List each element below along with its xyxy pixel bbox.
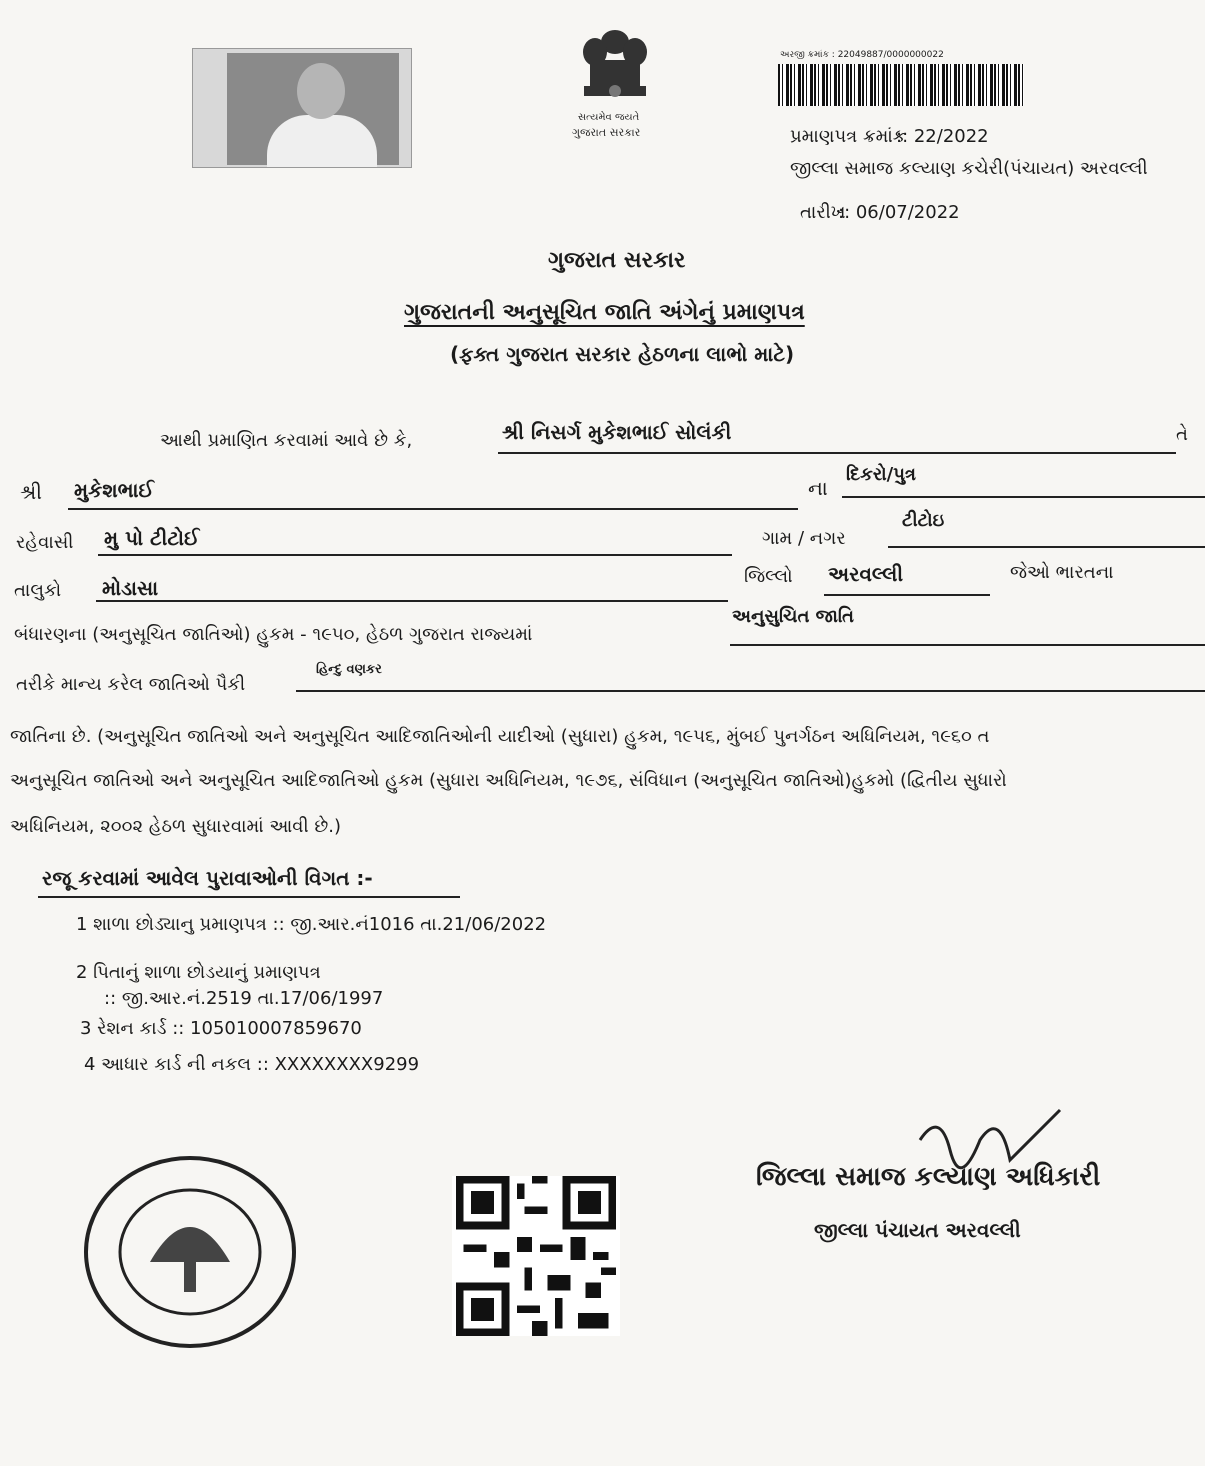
resident-place: મુ પો ટીટોઈ: [104, 526, 200, 550]
emblem-caption: સત્યમેવ જયતે: [578, 112, 640, 123]
qr-code: [452, 1176, 620, 1336]
district-name: અરવલ્લી: [828, 562, 904, 586]
village-name: ટીટોઇ: [902, 510, 945, 531]
certificate-number-label: પ્રમાણપત્ર ક્રમાંક: [790, 126, 906, 147]
indian-label: જેઓ ભારતના: [1010, 562, 1114, 583]
issuing-office: જીલ્લા સમાજ કલ્યાણ કચેરી(પંચાયત) અરવલ્લી: [790, 158, 1148, 179]
officer-office: જીલ્લા પંચાયત અરવલ્લી: [814, 1218, 1021, 1242]
resident-line: [98, 554, 732, 556]
recognized-text: તરીકે માન્ય કરેલ જાતિઓ પૈકી: [16, 674, 246, 695]
relation: દિકરો/પુત્ર: [846, 464, 916, 485]
date-label: તારીખ: [800, 202, 846, 223]
officer-title: જિલ્લા સમાજ કલ્યાણ અધિકારી: [756, 1162, 1101, 1192]
paragraph-line-1: જાતિના છે. (અનુસૂચિત જાતિઓ અને અનુસૂચિત આદિજાતિઓની યાદીઓ (સુધારા) હુકમ, ૧૯૫૬, મુંબઈ પુનર્ગઠન અધિનિયમ, ૧૯૬૦ ત: [10, 726, 990, 747]
caste-name: હિન્દુ વણકર: [316, 662, 382, 677]
evidence-item: 2 પિતાનું શાળા છોડયાનું પ્રમાણપત્ર: [76, 962, 321, 983]
father-name-line: [68, 508, 798, 510]
certificate-heading: ગુજરાતની અનુસૂચિત જાતિ અંગેનું પ્રમાણપત્ર: [404, 300, 805, 325]
taluka-name: મોડાસા: [102, 576, 159, 600]
na-label: ના: [808, 476, 828, 500]
shri-label: શ્રી: [20, 480, 43, 504]
caste-line: [296, 690, 1205, 692]
evidence-item-detail: :: જી.આર.નં.2519 તા.17/06/1997: [104, 988, 384, 1009]
evidence-heading: રજૂ કરવામાં આવેલ પુરાવાઓની વિગત :-: [42, 866, 373, 890]
holder-name-line: [498, 452, 1176, 454]
government-title: ગુજરાત સરકાર: [548, 248, 686, 273]
application-number: અરજી ક્રમાંક : 22049887/0000000022: [780, 50, 944, 60]
certificate-subheading: (ફક્ત ગુજરાત સરકાર હેઠળના લાભો માટે): [450, 342, 795, 366]
district-label: જિલ્લો: [744, 566, 793, 587]
evidence-item: 4 આધાર કાર્ડ ની નકલ :: XXXXXXXX9299: [84, 1054, 420, 1075]
holder-name: શ્રી નિસર્ગ મુકેશભાઈ સોલંકી: [502, 420, 732, 444]
relation-line: [842, 496, 1205, 498]
barcode: [778, 64, 1024, 106]
issue-date: :: 06/07/2022: [838, 202, 960, 223]
constitution-text: બંધારણના (અનુસૂચિત જાતિઓ) હુકમ - ૧૯૫૦, હેઠળ ગુજરાત રાજ્યમાં: [14, 624, 533, 645]
resident-label: રહેવાસી: [16, 532, 74, 553]
certify-intro: આથી પ્રમાણિત કરવામાં આવે છે કે,: [160, 430, 413, 451]
village-label: ગામ / નગર: [762, 528, 846, 549]
paragraph-line-3: અધિનિયમ, ૨૦૦૨ હેઠળ સુધારવામાં આવી છે.): [10, 816, 341, 837]
evidence-item: 3 રેશન કાર્ડ :: 105010007859670: [80, 1018, 362, 1039]
father-name: મુકેશભાઈ: [74, 478, 154, 502]
category-line: [730, 644, 1205, 646]
te-label: તે: [1176, 424, 1188, 445]
applicant-photo: [192, 48, 412, 168]
district-line: [824, 594, 990, 596]
evidence-heading-line: [38, 896, 460, 898]
certificate-number: :: 22/2022: [896, 126, 989, 147]
paragraph-line-2: અનુસૂચિત જાતિઓ અને અનુસૂચિત આદિજાતિઓ હુકમ (સુધારા અધિનિયમ, ૧૯૭૬, સંવિધાન (અનુસૂચિત જાતિઓ)હુકમો (દ્વિતીય સુધારો: [10, 770, 1007, 791]
emblem-government-caption: ગુજરાત સરકાર: [572, 126, 641, 139]
evidence-item: 1 શાળા છોડ્યાનુ પ્રમાણપત્ર :: જી.આર.નં1016 તા.21/06/2022: [76, 914, 547, 935]
taluka-line: [96, 600, 728, 602]
official-seal-icon: [80, 1152, 300, 1352]
taluka-label: તાલુકો: [14, 580, 62, 601]
caste-category: અનુસુચિત જાતિ: [732, 606, 854, 627]
village-line: [888, 546, 1205, 548]
